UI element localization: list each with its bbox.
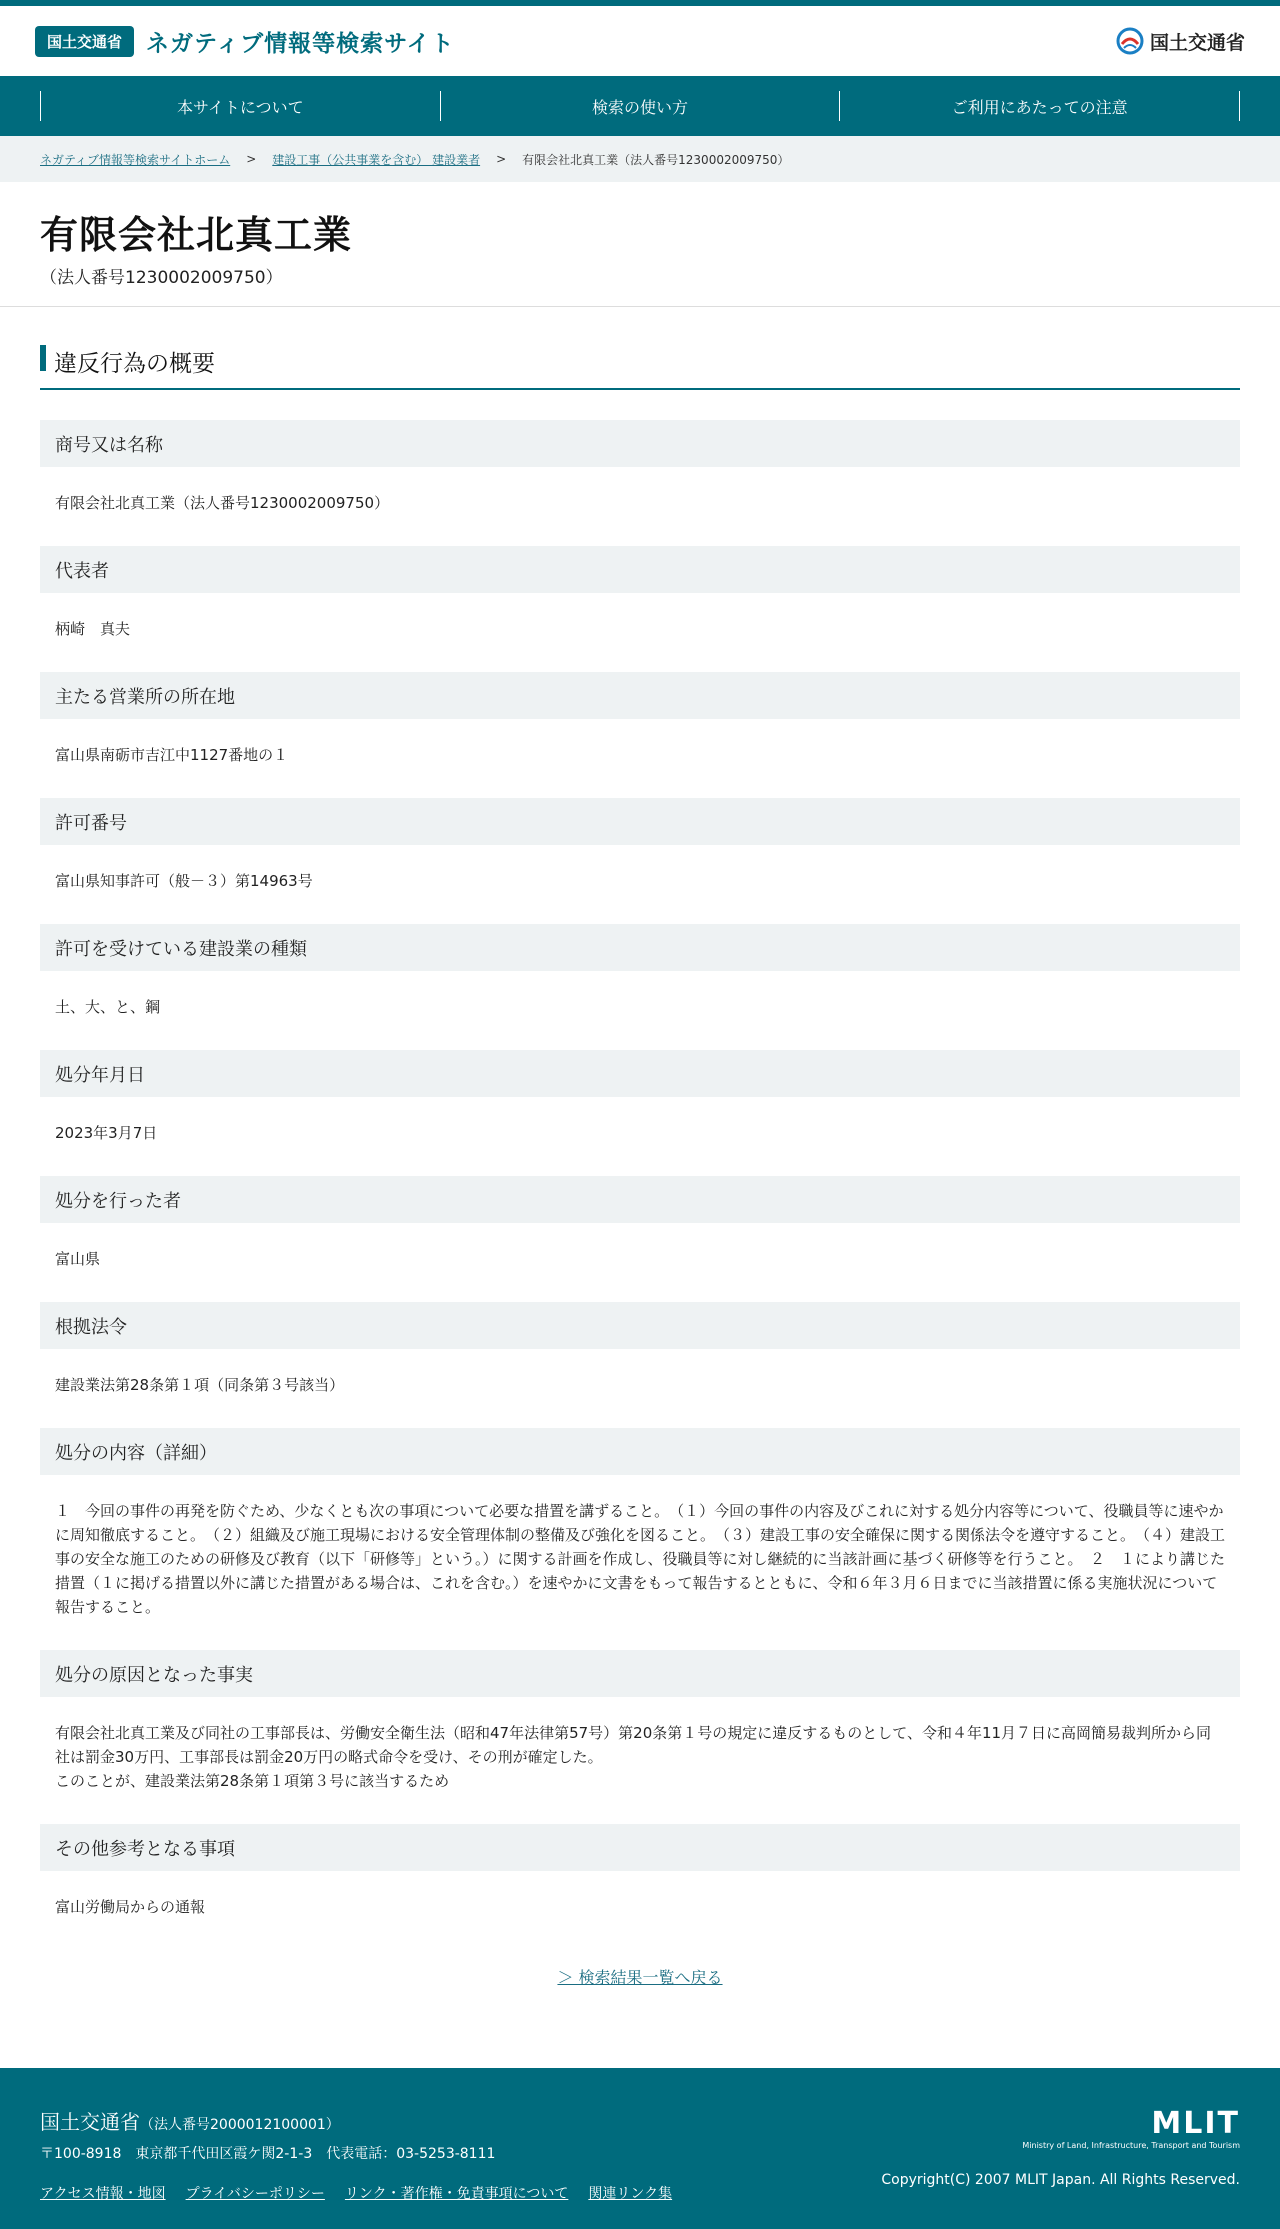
item-label: その他参考となる事項 [40, 1824, 1240, 1871]
footer-logo-mark: MLIT [1151, 2106, 1240, 2141]
item-value: 有限会社北真工業及び同社の工事部長は、労働安全衛生法（昭和47年法律第57号）第20条第１号の規定に違反するものとして、令和４年11月７日に高岡簡易裁判所から同社は罰金30万円、工事部長は罰金20万円の略式命令を受け、その刑が確定した。 このことが、建設業法第28条第１項第３号に該当するため [55, 1724, 1212, 1790]
copyright: Copyright(C) 2007 MLIT Japan. All Rights Reserved. [881, 2172, 1240, 2188]
item-value: 2023年3月7日 [55, 1124, 158, 1142]
detail-item [40, 546, 1240, 641]
page-head [0, 182, 1280, 307]
site-brand[interactable] [35, 25, 455, 58]
footer-org-number: （法人番号2000012100001） [140, 2117, 340, 2133]
nav-how-to-search[interactable]: 検索の使い方 [440, 91, 840, 121]
item-label: 主たる営業所の所在地 [40, 672, 1240, 719]
item-value: 富山労働局からの通報 [55, 1898, 206, 1916]
back-to-results-link[interactable]: ＞ 検索結果一覧へ戻る [557, 1968, 723, 1987]
breadcrumb-separator: > [496, 152, 507, 166]
main-content [0, 343, 1280, 1988]
item-value: 富山県知事許可（般－３）第14963号 [55, 872, 313, 890]
mlit-logo-text: 国土交通省 [1149, 31, 1245, 54]
item-value: 富山県 [55, 1250, 101, 1268]
detail-item [40, 672, 1240, 767]
item-label: 根拠法令 [40, 1302, 1240, 1349]
item-value: 有限会社北真工業（法人番号1230002009750） [55, 494, 390, 512]
item-label: 処分の原因となった事実 [40, 1650, 1240, 1697]
detail-item [40, 1050, 1240, 1145]
detail-item [40, 924, 1240, 1019]
mlit-emblem-icon [1116, 26, 1144, 56]
footer-link-related[interactable]: 関連リンク集 [588, 2186, 673, 2202]
breadcrumb-home[interactable]: ネガティブ情報等検索サイトホーム [40, 152, 231, 167]
item-value: 建設業法第28条第１項（同条第３号該当） [55, 1376, 345, 1394]
section-title: 違反行為の概要 [40, 343, 1240, 390]
detail-item [40, 1650, 1240, 1793]
breadcrumb-category[interactable]: 建設工事（公共事業を含む） 建設業者 [272, 152, 481, 167]
item-value: 柄崎 真夫 [55, 620, 131, 638]
site-title: ネガティブ情報等検索サイト [146, 30, 455, 57]
item-label: 許可番号 [40, 798, 1240, 845]
breadcrumb [0, 136, 1280, 182]
detail-item [40, 1824, 1240, 1919]
footer-org-name: 国土交通省 [40, 2110, 140, 2134]
footer-logo-sub: Ministry of Land, Infrastructure, Transport and Tourism [1022, 2141, 1240, 2150]
footer-mlit-logo[interactable] [1022, 2106, 1240, 2150]
mlit-logo[interactable] [1116, 26, 1245, 56]
breadcrumb-separator: > [246, 152, 257, 166]
item-value: 富山県南砺市吉江中1127番地の１ [55, 746, 289, 764]
site-footer [0, 2068, 1280, 2229]
footer-address: 〒100-8918 東京都千代田区霞ケ関2-1-3 代表電話：03-5253-8111 [40, 2146, 496, 2162]
detail-item [40, 1428, 1240, 1619]
footer-link-copyright[interactable]: リンク・著作権・免責事項について [344, 2186, 569, 2202]
detail-item [40, 1176, 1240, 1271]
detail-item [40, 798, 1240, 893]
detail-item [40, 1302, 1240, 1397]
corp-number: （法人番号1230002009750） [40, 268, 283, 288]
item-label: 処分の内容（詳細） [40, 1428, 1240, 1475]
item-value: １ 今回の事件の再発を防ぐため、少なくとも次の事項について必要な措置を講ずること。 （１）今回の事件の内容及びこれに対する処分内容等について、役職員等に速やかに周知徹底すること。 （２）組織及び施工現場における安全管理体制の整備及び強化を図ること。 （３）建設工事の安全確保に関する関係法令を遵守すること。 （４）建設工事の安全な施工のための研修及び教育（以下「研修等」という。）に関する計画を作成し、役職員等に対し継続的に当該計画に基づく研修等を行うこと。 ２ １により講じた措置（１に掲げる措置以外に講じた措置がある場合は、これを含む。）を速やかに文書をもって報告するとともに、令和６年３月６日までに当該措置に係る実施状況について報告すること。 [55, 1502, 1226, 1616]
footer-link-privacy[interactable]: プライバシーポリシー [185, 2186, 325, 2202]
site-header [0, 6, 1280, 76]
item-label: 処分年月日 [40, 1050, 1240, 1097]
item-label: 代表者 [40, 546, 1240, 593]
footer-link-access[interactable]: アクセス情報・地図 [40, 2186, 166, 2202]
nav-about[interactable]: 本サイトについて [40, 91, 440, 121]
page-title: 有限会社北真工業 [40, 213, 353, 257]
global-nav [0, 76, 1280, 136]
item-label: 処分を行った者 [40, 1176, 1240, 1223]
item-label: 商号又は名称 [40, 420, 1240, 467]
nav-notes[interactable]: ご利用にあたっての注意 [839, 91, 1240, 121]
item-label: 許可を受けている建設業の種類 [40, 924, 1240, 971]
breadcrumb-current: 有限会社北真工業（法人番号1230002009750） [522, 152, 790, 167]
back-link-wrap [40, 1965, 1240, 1988]
item-value: 土、大、と、鋼 [55, 998, 161, 1016]
ministry-badge: 国土交通省 [35, 26, 134, 57]
detail-item [40, 420, 1240, 515]
